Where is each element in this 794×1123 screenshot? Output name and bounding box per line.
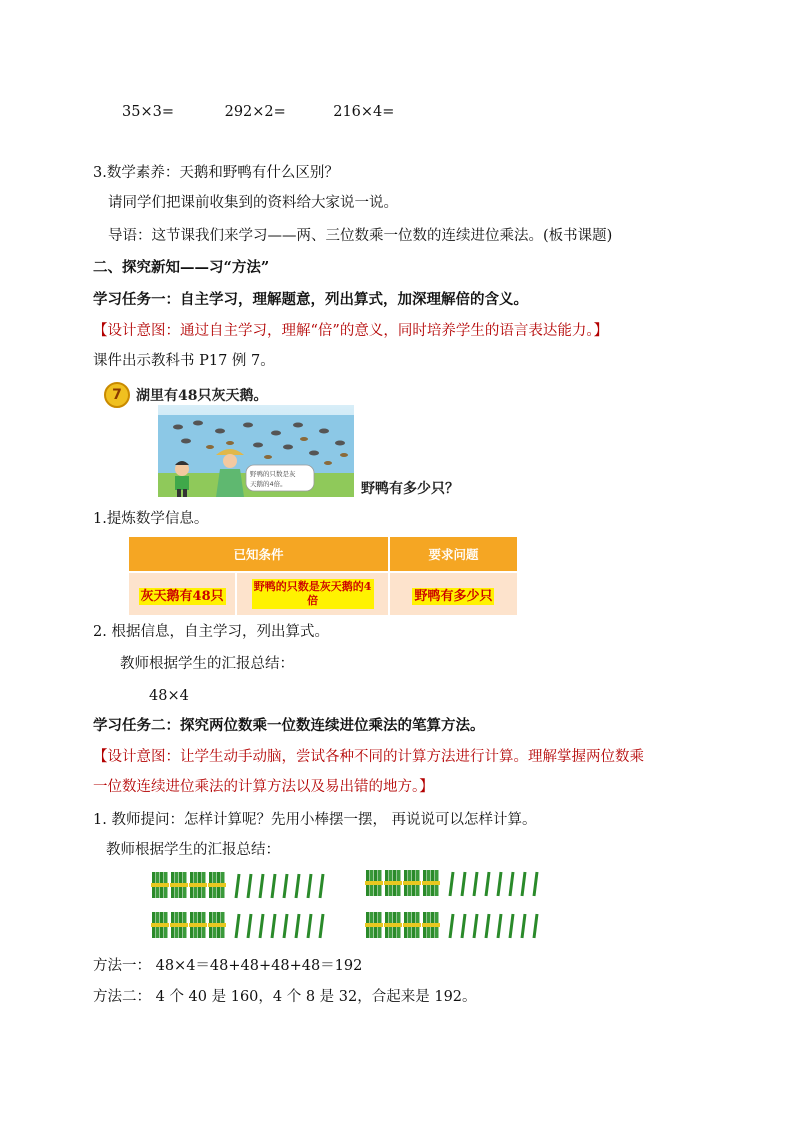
stick-bundle-icon <box>384 870 402 896</box>
single-stick-icon <box>510 872 513 896</box>
stick-bundle-icon <box>384 912 402 938</box>
single-stick-icon <box>308 874 311 898</box>
part2-title: 二、探究新知——习“方法” <box>93 259 270 276</box>
lake-scene-icon <box>158 405 354 497</box>
table-header-known: 已知条件 <box>129 537 389 572</box>
summary2-text: 教师根据学生的汇报总结： <box>106 842 280 858</box>
stick-bundles-icon <box>150 866 570 946</box>
single-stick-icon <box>498 872 501 896</box>
stick-bundle-icon <box>208 912 226 938</box>
stick-bundle-icon <box>365 870 383 896</box>
single-stick-icon <box>486 914 489 938</box>
task1-reference: 课件出示教科书 P17 例 7。 <box>93 353 275 369</box>
section3-title: 3.数学素养：天鹅和野鸭有什么区别？ <box>93 165 339 181</box>
stick-bundle-icon <box>403 870 421 896</box>
stick-bundle-icon <box>189 872 207 898</box>
info-table <box>129 537 519 615</box>
single-stick-icon <box>534 872 537 896</box>
task1-title: 学习任务一：自主学习，理解题意，列出算式，加深理解倍的含义。 <box>93 291 528 308</box>
formula-text: 48×4 <box>149 688 189 704</box>
single-stick-icon <box>248 914 251 938</box>
table-cell <box>129 572 236 615</box>
single-stick-icon <box>296 914 299 938</box>
example-question: 野鸭有多少只？ <box>361 481 459 497</box>
stick-bundle-icon <box>365 912 383 938</box>
stick-bundle-icon <box>422 870 440 896</box>
single-stick-icon <box>534 914 537 938</box>
single-stick-icon <box>236 914 239 938</box>
stick-bundle-icon <box>189 912 207 938</box>
calc-line <box>122 102 394 122</box>
step3-text: 1. 教师提问：怎样计算呢？先用小棒摆一摆， 再说说可以怎样计算。 <box>93 812 537 828</box>
table-cell <box>389 572 518 615</box>
single-stick-icon <box>308 914 311 938</box>
section3-line1: 请同学们把课前收集到的资料给大家说一说。 <box>108 195 398 211</box>
single-stick-icon <box>320 914 323 938</box>
single-stick-icon <box>462 914 465 938</box>
task2-title: 学习任务二：探究两位数乘一位数连续进位乘法的笔算方法。 <box>93 717 485 734</box>
table-header-question: 要求问题 <box>389 537 518 572</box>
single-stick-icon <box>474 914 477 938</box>
stick-bundle-icon <box>208 872 226 898</box>
stick-bundles-illustration <box>150 866 570 946</box>
speech-bubble-line: 野鸭的只数是灰 <box>250 470 296 478</box>
stick-bundle-icon <box>170 872 188 898</box>
single-stick-icon <box>450 872 453 896</box>
single-stick-icon <box>260 874 263 898</box>
single-stick-icon <box>284 914 287 938</box>
table-cell-text: 野鸭的只数是灰天鹅的4倍 <box>252 579 374 609</box>
section3-line2: 导语：这节课我们来学习——两、三位数乘一位数的连续进位乘法。(板书课题) <box>108 228 613 244</box>
example-text: 湖里有48只灰天鹅。 <box>136 388 268 404</box>
task2-intent-line1: 【设计意图：让学生动手动脑，尝试各种不同的计算方法进行计算。理解掌握两位数乘 <box>93 749 644 765</box>
single-stick-icon <box>272 914 275 938</box>
stick-bundle-icon <box>170 912 188 938</box>
method1-text: 方法一： 48×4＝48+48+48+48＝192 <box>93 958 363 974</box>
single-stick-icon <box>498 914 501 938</box>
table-cell-text: 野鸭有多少只 <box>414 588 493 604</box>
single-stick-icon <box>296 874 299 898</box>
single-stick-icon <box>522 872 525 896</box>
stick-bundle-icon <box>403 912 421 938</box>
single-stick-icon <box>236 874 239 898</box>
single-stick-icon <box>462 872 465 896</box>
calc-item: 292×2= <box>224 104 286 120</box>
speech-bubble-line: 天鹅的4倍。 <box>250 480 287 488</box>
single-stick-icon <box>320 874 323 898</box>
task1-intent: 【设计意图：通过自主学习，理解“倍”的意义，同时培养学生的语言表达能力。】 <box>93 323 609 339</box>
stick-bundle-icon <box>151 912 169 938</box>
single-stick-icon <box>510 914 513 938</box>
single-stick-icon <box>486 872 489 896</box>
single-stick-icon <box>284 874 287 898</box>
calc-item: 216×4= <box>333 104 395 120</box>
single-stick-icon <box>450 914 453 938</box>
table-cell <box>236 572 389 615</box>
single-stick-icon <box>248 874 251 898</box>
step2-text: 2. 根据信息，自主学习，列出算式。 <box>93 624 329 640</box>
lake-illustration <box>158 405 354 497</box>
single-stick-icon <box>260 914 263 938</box>
calc-item: 35×3= <box>122 104 174 120</box>
table-cell-text: 灰天鹅有48只 <box>140 588 224 604</box>
step1-text: 1.提炼数学信息。 <box>93 511 209 527</box>
single-stick-icon <box>522 914 525 938</box>
task2-intent-line2: 一位数连续进位乘法的计算方法以及易出错的地方。】 <box>93 779 434 795</box>
method2-text: 方法二： 4 个 40 是 160，4 个 8 是 32，合起来是 192。 <box>93 989 477 1005</box>
example-number-badge: 7 <box>104 382 130 408</box>
single-stick-icon <box>474 872 477 896</box>
single-stick-icon <box>272 874 275 898</box>
stick-bundle-icon <box>151 872 169 898</box>
summary1-text: 教师根据学生的汇报总结： <box>120 656 294 672</box>
stick-bundle-icon <box>422 912 440 938</box>
